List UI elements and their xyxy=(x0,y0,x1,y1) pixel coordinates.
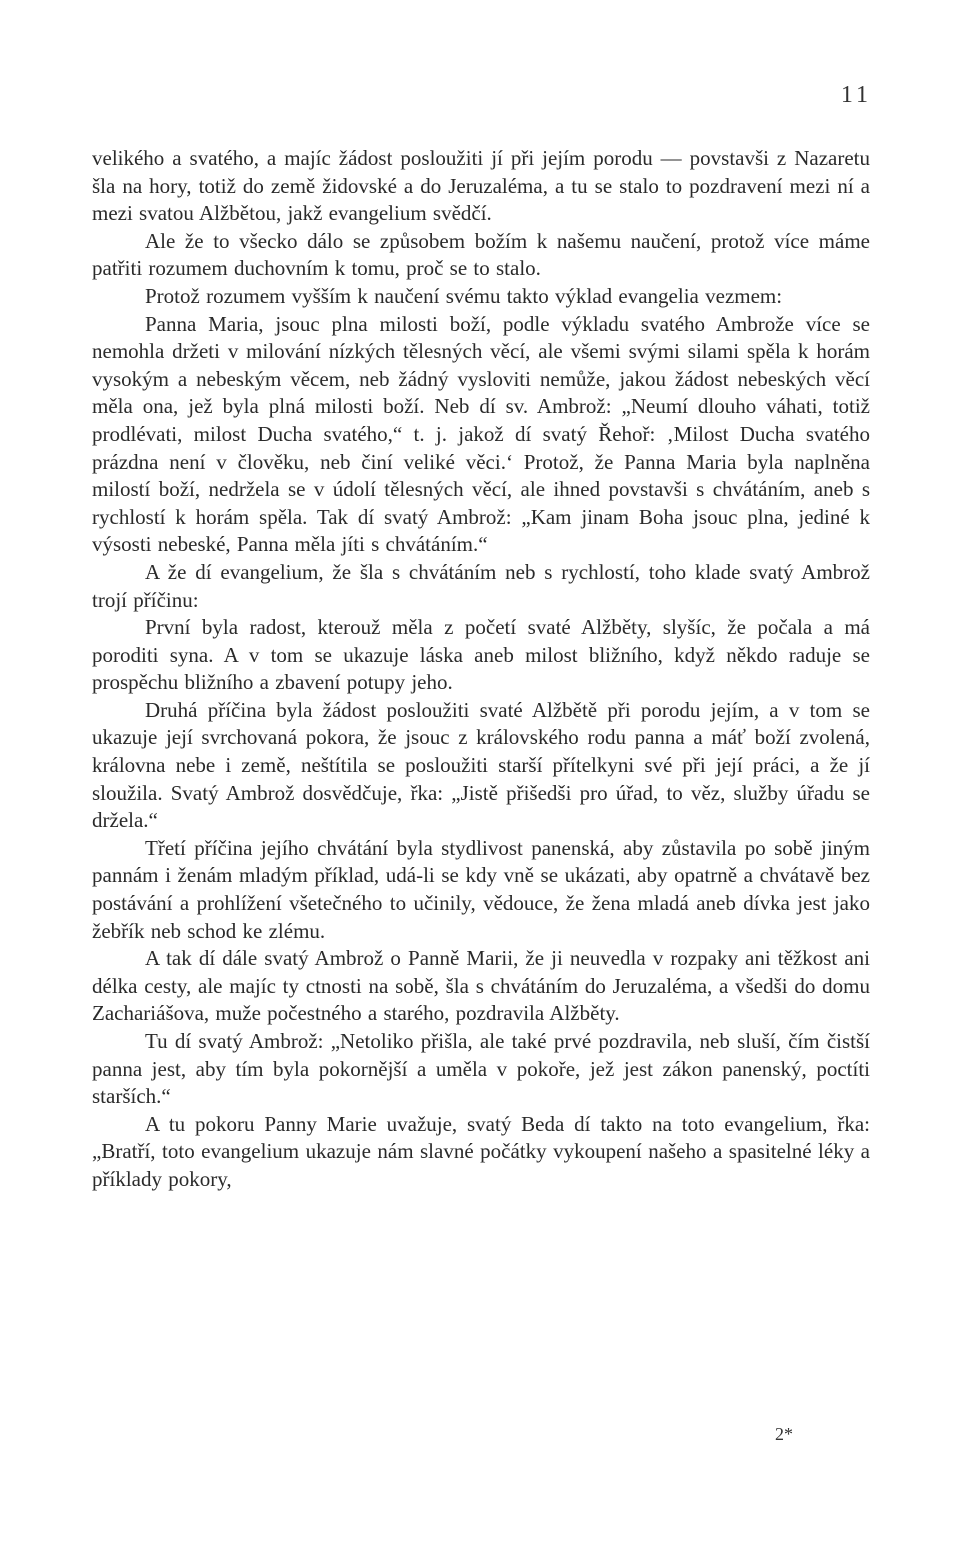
page-number: 11 xyxy=(840,82,872,108)
printer-signature-mark: 2* xyxy=(775,1424,793,1444)
paragraph: Ale že to všecko dálo se způsobem božím k našemu naučení, protož více máme patřiti rozumem duchovním k tomu, proč se to stalo. xyxy=(92,228,870,281)
paragraph: A tu pokoru Panny Marie uvažuje, svatý Beda dí takto na toto evangelium, řka: „Bratří, toto evangelium ukazuje nám slavné počátky vykoupení našeho a spasitelné léky a příklady pokory, xyxy=(92,1111,870,1191)
paragraph: Druhá příčina byla žádost posloužiti svaté Alžbětě při porodu jejím, a v tom se ukazuje její svrchovaná pokora, že jsouc z královského rodu panna a máť boží zvolená, královna nebe i země, neštítila se posloužiti starší přítelkyni své při její práci, a že jí sloužila. Svatý Ambrož dosvědčuje, řka: „Jistě přišedši pro úřad, to věz, služby úřadu se držela.“ xyxy=(92,697,870,833)
paragraph: velikého a svatého, a majíc žádost posloužiti jí při jejím porodu — povstavši z Nazaretu šla na hory, totiž do země židovské a do Jeruzaléma, a tu se stalo to pozdravení mezi ní a mezi svatou Alžbětou, jakž evangelium svědčí. xyxy=(92,146,870,226)
paragraph: A tak dí dále svatý Ambrož o Panně Marii, že ji neuvedla v rozpaky ani těžkost ani délka cesty, ale majíc ty ctnosti na sobě, šla s chvátáním do Jeruzaléma, a všedši do domu Zachariášova, muže počestného a starého, pozdravila Alžběty. xyxy=(92,946,870,1026)
paragraph: Protož rozumem vyšším k naučení svému takto výklad evangelia vezmem: xyxy=(145,283,783,308)
page-text xyxy=(92,145,870,1194)
paragraph: Třetí příčina jejího chvátání byla stydlivost panenská, aby zůstavila po sobě jiným pannám i ženám mladým příklad, udá-li se kdy vně se ukázati, aby opatrně a chvátavě bez postávání a prohlížení všetečného to učinily, vědouce, že žena mladá aneb dívka jest jako žebřík neb schod ke zlému. xyxy=(92,835,870,943)
paragraph: A že dí evangelium, že šla s chvátáním neb s rychlostí, toho klade svatý Ambrož trojí příčinu: xyxy=(92,559,870,612)
paragraph: První byla radost, kterouž měla z početí svaté Alžběty, slyšíc, že počala a má poroditi syna. A v tom se ukazuje láska aneb milost bližního, když někdo raduje se prospěchu bližního a zbavení potupy jeho. xyxy=(92,615,870,695)
paragraph: Tu dí svatý Ambrož: „Netoliko přišla, ale také prvé pozdravila, neb sluší, čím čistší panna jest, aby tím byla pokornější a uměla v pokoře, jež jest zákon panenský, poctíti starších.“ xyxy=(92,1029,870,1109)
paragraph: Panna Maria, jsouc plna milosti boží, podle výkladu svatého Ambrože více se nemohla držeti v milování nízkých tělesných věcí, ale všemi svými silami spěla k horám vysokým a nebeským věcem, neb žádný vysloviti nemůže, jakou žádost nebeských věcí měla ona, jež byla plná milosti boží. Neb dí sv. Ambrož: „Neumí dlouho váhati, totiž prodlévati, milost Ducha svatého,“ t. j. jakož dí svatý Řehoř: ‚Milost Ducha svatého prázdna není v člověku, neb činí veliké věci.‘ Protož, že Panna Maria byla naplněna milostí boží, nedržela se v údolí tělesných věcí, ale ihned povstavši s chvátáním, aneb s rychlostí k horám spěla. Tak dí svatý Ambrož: „Kam jinam Boha jsouc plna, jediné k výsosti nebeské, Panna měla jíti s chvátáním.“ xyxy=(92,311,870,557)
